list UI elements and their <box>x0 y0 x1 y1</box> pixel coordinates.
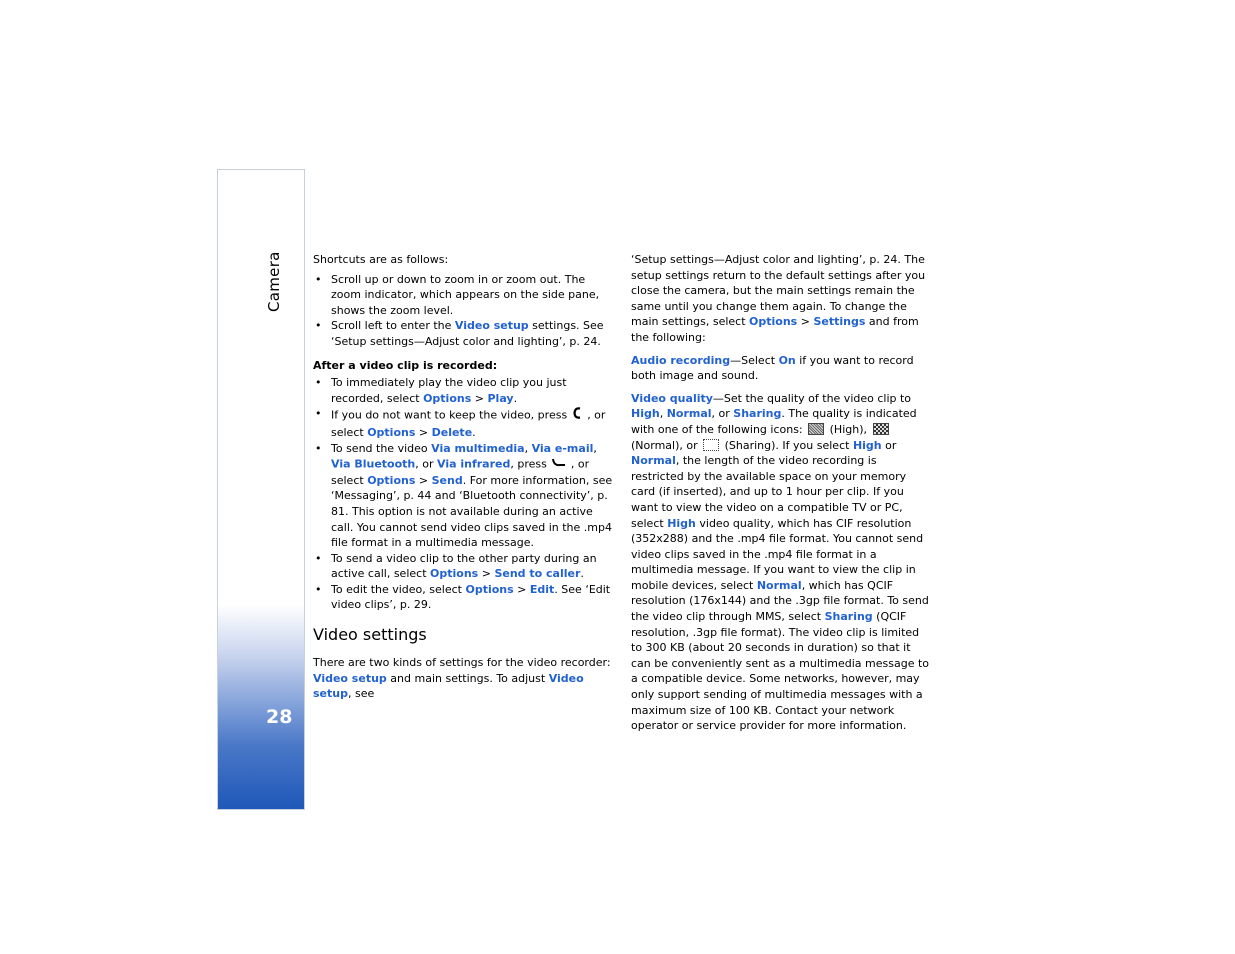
video-quality-paragraph: Video quality—Set the quality of the video clip to High, Normal, or Sharing. The quality is indicated with one of the following icons: (High), (Normal), or (Sharing). If you select High or Normal, the length of the video recording is restricted by the available space on your memory card (if inserted), and up to 1 hour per clip. If you want to view the video on a compatible TV or PC, select High video quality, which has CIF resolution (352x288) and the .mp4 file format. You cannot send video clips saved in the .mp4 file format in a multimedia message. If you want to view the clip in mobile devices, select Normal, which has QCIF resolution (176x144) and the .3gp file format. To send the video clip through MMS, select Sharing (QCIF resolution, .3gp file format). The video clip is limited to 300 KB (about 20 seconds in duration) so that it can be conveniently sent as a multimedia message to a compatible device. Some networks, however, may only support sending of multimedia messages with a maximum size of 100 KB. Contact your network operator or service provider for more information. <box>631 391 930 733</box>
audio-recording-paragraph: Audio recording—Select On if you want to record both image and sound. <box>631 353 914 383</box>
video-quality-term: Video quality <box>631 391 713 405</box>
high-quality-icon <box>808 423 824 435</box>
options-term: Options <box>465 582 514 596</box>
sharing-quality-icon <box>703 439 719 451</box>
via-multimedia-term: Via multimedia <box>431 441 525 455</box>
options-term: Options <box>367 425 416 439</box>
list-item: • Scroll left to enter the Video setup settings. See ‘Setup settings—Adjust color and lighting’, p. 24. <box>313 318 613 349</box>
video-setup-term: Video setup <box>454 319 529 333</box>
page-number: 28 <box>266 706 293 728</box>
via-email-term: Via e-mail <box>531 441 594 455</box>
on-term: On <box>778 353 796 367</box>
send-key-icon <box>551 456 567 473</box>
options-term: Options <box>423 391 472 405</box>
main-settings-paragraph: ‘Setup settings—Adjust color and lighting’, p. 24. The setup settings return to the default settings after you close the camera, but the main settings remain the same until you change them again. To change the main settings, select Options > Settings and from the following: <box>631 253 926 344</box>
options-term: Options <box>430 567 479 581</box>
video-setup-term: Video setup <box>313 671 387 685</box>
settings-term: Settings <box>813 315 866 329</box>
after-recording-heading: After a video clip is recorded: <box>313 358 498 372</box>
send-to-caller-term: Send to caller <box>494 567 581 581</box>
normal-quality-icon <box>873 423 889 435</box>
delete-term: Delete <box>431 425 473 439</box>
normal-term: Normal <box>666 407 712 421</box>
options-term: Options <box>367 473 416 487</box>
video-setup-term: Video setup <box>313 671 584 701</box>
list-item: • To immediately play the video clip you just recorded, select Options > Play. <box>313 375 613 406</box>
via-infrared-term: Via infrared <box>437 457 511 471</box>
high-term: High <box>852 438 882 452</box>
sharing-term: Sharing <box>733 407 782 421</box>
list-item: • To send a video clip to the other party during an active call, select Options > Send to caller. <box>313 551 613 582</box>
audio-recording-term: Audio recording <box>631 353 731 367</box>
list-item: • Scroll up or down to zoom in or zoom out. The zoom indicator, which appears on the side pane, shows the zoom level. <box>313 272 613 319</box>
clear-key-icon <box>571 406 583 425</box>
section-label: Camera <box>265 251 283 312</box>
normal-term: Normal <box>756 578 802 592</box>
via-bluetooth-term: Via Bluetooth <box>331 457 416 471</box>
play-term: Play <box>487 391 514 405</box>
video-settings-heading: Video settings <box>313 625 427 645</box>
shortcuts-intro: Shortcuts are as follows: <box>313 253 449 266</box>
list-item: • To edit the video, select Options > Edit. See ‘Edit video clips’, p. 29. <box>313 582 613 613</box>
high-term: High <box>667 516 696 530</box>
normal-term: Normal <box>631 454 676 468</box>
right-column <box>631 252 931 734</box>
sharing-term: Sharing <box>824 610 873 624</box>
edit-term: Edit <box>529 582 555 596</box>
high-term: High <box>631 407 660 421</box>
list-item: • If you do not want to keep the video, press , or select Options > Delete. <box>313 406 613 440</box>
list-item: • To send the video Via multimedia, Via e-mail, Via Bluetooth, or Via infrared, press , or select Options > Send. For more information, see ‘Messaging’, p. 44 and ‘Bluetooth connectivity’, p. 81. This option is not available during an active call. You cannot send video clips saved in the .mp4 file format in a multimedia message. <box>313 441 613 551</box>
send-term: Send <box>431 473 463 487</box>
left-column <box>313 252 613 702</box>
shortcuts-list <box>313 272 613 350</box>
options-term: Options <box>749 315 798 329</box>
after-recording-list <box>313 375 613 613</box>
video-settings-paragraph: There are two kinds of settings for the video recorder: Video setup and main settings. To adjust Video setup, see <box>313 656 611 701</box>
